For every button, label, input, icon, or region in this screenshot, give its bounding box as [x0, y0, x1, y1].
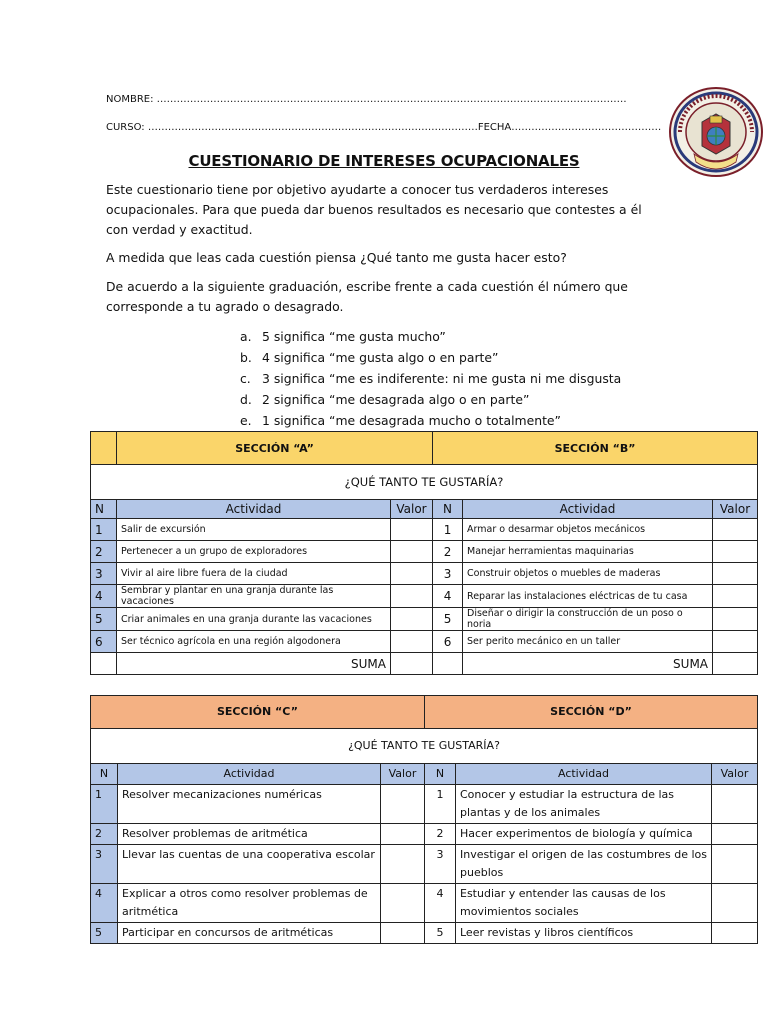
list-text: 5 significa “me gusta mucho”: [262, 329, 446, 344]
table-row: [91, 884, 758, 923]
value-input[interactable]: [713, 519, 758, 541]
col-n: N: [91, 500, 117, 519]
value-input[interactable]: [391, 541, 433, 563]
list-item: [240, 389, 621, 410]
list-letter: b.: [240, 350, 252, 365]
activity-cell: Criar animales en una granja durante las vacaciones: [117, 608, 391, 631]
table-row: [91, 541, 758, 563]
rating-scale-list: [240, 326, 621, 431]
value-input[interactable]: [381, 824, 425, 845]
row-number: 4: [433, 585, 463, 608]
value-input[interactable]: [391, 631, 433, 653]
row-number: 6: [91, 631, 117, 653]
activity-cell: Pertenecer a un grupo de exploradores: [117, 541, 391, 563]
sum-row: [91, 653, 758, 675]
activity-cell: Salir de excursión: [117, 519, 391, 541]
name-field[interactable]: NOMBRE: ……………………………………………………………………………………………………………………………: [106, 94, 627, 105]
activity-cell: Ser técnico agrícola en una región algodonera: [117, 631, 391, 653]
course-date-field[interactable]: CURSO: ………………………………………………………………………………………FECHA………………………………………: [106, 122, 662, 133]
activity-cell: Manejar herramientas maquinarias: [463, 541, 713, 563]
row-number: 3: [433, 563, 463, 585]
activity-cell: Conocer y estudiar la estructura de las plantas y de los animales: [456, 785, 712, 824]
col-activity: Actividad: [118, 764, 381, 785]
row-number: 6: [433, 631, 463, 653]
sum-label: SUMA: [117, 653, 391, 675]
row-number: 1: [425, 785, 456, 824]
activity-cell: Hacer experimentos de biología y química: [456, 824, 712, 845]
sum-value-input[interactable]: [713, 653, 758, 675]
table-row: [91, 785, 758, 824]
list-text: 1 significa “me desagrada mucho o totalmente”: [262, 413, 561, 428]
list-letter: d.: [240, 392, 252, 407]
col-activity: Actividad: [456, 764, 712, 785]
row-number: 3: [91, 845, 118, 884]
activity-cell: Reparar las instalaciones eléctricas de tu casa: [463, 585, 713, 608]
value-input[interactable]: [713, 541, 758, 563]
row-number: 2: [425, 824, 456, 845]
row-number: 3: [425, 845, 456, 884]
list-item: [240, 410, 621, 431]
sum-value-input[interactable]: [391, 653, 433, 675]
activity-cell: Llevar las cuentas de una cooperativa escolar: [118, 845, 381, 884]
activity-cell: Investigar el origen de las costumbres de los pueblos: [456, 845, 712, 884]
sum-label: SUMA: [463, 653, 713, 675]
col-value: Valor: [381, 764, 425, 785]
activity-cell: Diseñar o dirigir la construcción de un poso o noria: [463, 608, 713, 631]
activity-cell: Resolver problemas de aritmética: [118, 824, 381, 845]
table-row: [91, 923, 758, 944]
value-input[interactable]: [381, 845, 425, 884]
col-n: N: [91, 764, 118, 785]
list-letter: e.: [240, 413, 252, 428]
value-input[interactable]: [712, 884, 758, 923]
row-number: 2: [91, 541, 117, 563]
section-b-title: SECCIÓN “B”: [433, 432, 758, 465]
list-letter: a.: [240, 329, 252, 344]
row-number: 4: [91, 884, 118, 923]
question-header: ¿QUÉ TANTO TE GUSTARÍA?: [91, 465, 758, 500]
table-row: [91, 519, 758, 541]
col-n: N: [433, 500, 463, 519]
section-c-d-table: [90, 695, 758, 944]
activity-cell: Construir objetos o muebles de maderas: [463, 563, 713, 585]
activity-cell: Vivir al aire libre fuera de la ciudad: [117, 563, 391, 585]
value-input[interactable]: [391, 608, 433, 631]
list-letter: c.: [240, 371, 251, 386]
value-input[interactable]: [713, 631, 758, 653]
value-input[interactable]: [381, 923, 425, 944]
col-activity: Actividad: [117, 500, 391, 519]
col-value: Valor: [391, 500, 433, 519]
instruction-paragraph: A medida que leas cada cuestión piensa ¿Qué tanto me gusta hacer esto?: [106, 250, 567, 265]
table-row: [91, 845, 758, 884]
value-input[interactable]: [381, 785, 425, 824]
section-a-b-table: [90, 431, 758, 675]
value-input[interactable]: [391, 563, 433, 585]
row-number: 4: [425, 884, 456, 923]
list-text: 2 significa “me desagrada algo o en parte”: [262, 392, 530, 407]
section-c-title: SECCIÓN “C”: [91, 696, 425, 729]
row-number: 5: [91, 923, 118, 944]
row-number: 2: [91, 824, 118, 845]
col-value: Valor: [712, 764, 758, 785]
list-text: 4 significa “me gusta algo o en parte”: [262, 350, 499, 365]
activity-cell: Participar en concursos de aritméticas: [118, 923, 381, 944]
row-number: 1: [433, 519, 463, 541]
value-input[interactable]: [381, 884, 425, 923]
row-number: 1: [91, 519, 117, 541]
value-input[interactable]: [391, 519, 433, 541]
table-row: [91, 824, 758, 845]
section-d-title: SECCIÓN “D”: [425, 696, 758, 729]
activity-cell: Estudiar y entender las causas de los movimientos sociales: [456, 884, 712, 923]
table-row: [91, 585, 758, 608]
sum-spacer: [433, 653, 463, 675]
list-item: [240, 368, 621, 389]
activity-cell: Resolver mecanizaciones numéricas: [118, 785, 381, 824]
page-title: CUESTIONARIO DE INTERESES OCUPACIONALES: [188, 152, 580, 170]
activity-cell: Sembrar y plantar en una granja durante las vacaciones: [117, 585, 391, 608]
section-a-title: SECCIÓN “A”: [117, 432, 433, 465]
sum-spacer: [91, 653, 117, 675]
table-row: [91, 608, 758, 631]
row-number: 2: [433, 541, 463, 563]
activity-cell: Ser perito mecánico en un taller: [463, 631, 713, 653]
value-input[interactable]: [712, 785, 758, 824]
value-input[interactable]: [712, 824, 758, 845]
list-item: [240, 347, 621, 368]
graduation-paragraph: De acuerdo a la siguiente graduación, escribe frente a cada cuestión él número que corresponde a tu agrado o desagrado.: [106, 279, 628, 314]
list-text: 3 significa “me es indiferente: ni me gusta ni me disgusta: [262, 371, 622, 386]
row-number: 5: [91, 608, 117, 631]
section-a-corner: [91, 432, 117, 465]
row-number: 1: [91, 785, 118, 824]
list-item: [240, 326, 621, 347]
value-input[interactable]: [713, 585, 758, 608]
value-input[interactable]: [713, 608, 758, 631]
value-input[interactable]: [712, 923, 758, 944]
row-number: 5: [433, 608, 463, 631]
row-number: 3: [91, 563, 117, 585]
intro-paragraph: Este cuestionario tiene por objetivo ayudarte a conocer tus verdaderos intereses ocupacionales. Para que pueda dar buenos resultados es necesario que contestes a él con verdad y exactitud.: [106, 182, 642, 237]
activity-cell: Armar o desarmar objetos mecánicos: [463, 519, 713, 541]
value-input[interactable]: [391, 585, 433, 608]
activity-cell: Explicar a otros como resolver problemas de aritmética: [118, 884, 381, 923]
row-number: 5: [425, 923, 456, 944]
table-row: [91, 563, 758, 585]
col-n: N: [425, 764, 456, 785]
row-number: 4: [91, 585, 117, 608]
value-input[interactable]: [713, 563, 758, 585]
value-input[interactable]: [712, 845, 758, 884]
question-header: ¿QUÉ TANTO TE GUSTARÍA?: [91, 729, 758, 764]
col-value: Valor: [713, 500, 758, 519]
table-row: [91, 631, 758, 653]
activity-cell: Leer revistas y libros científicos: [456, 923, 712, 944]
col-activity: Actividad: [463, 500, 713, 519]
